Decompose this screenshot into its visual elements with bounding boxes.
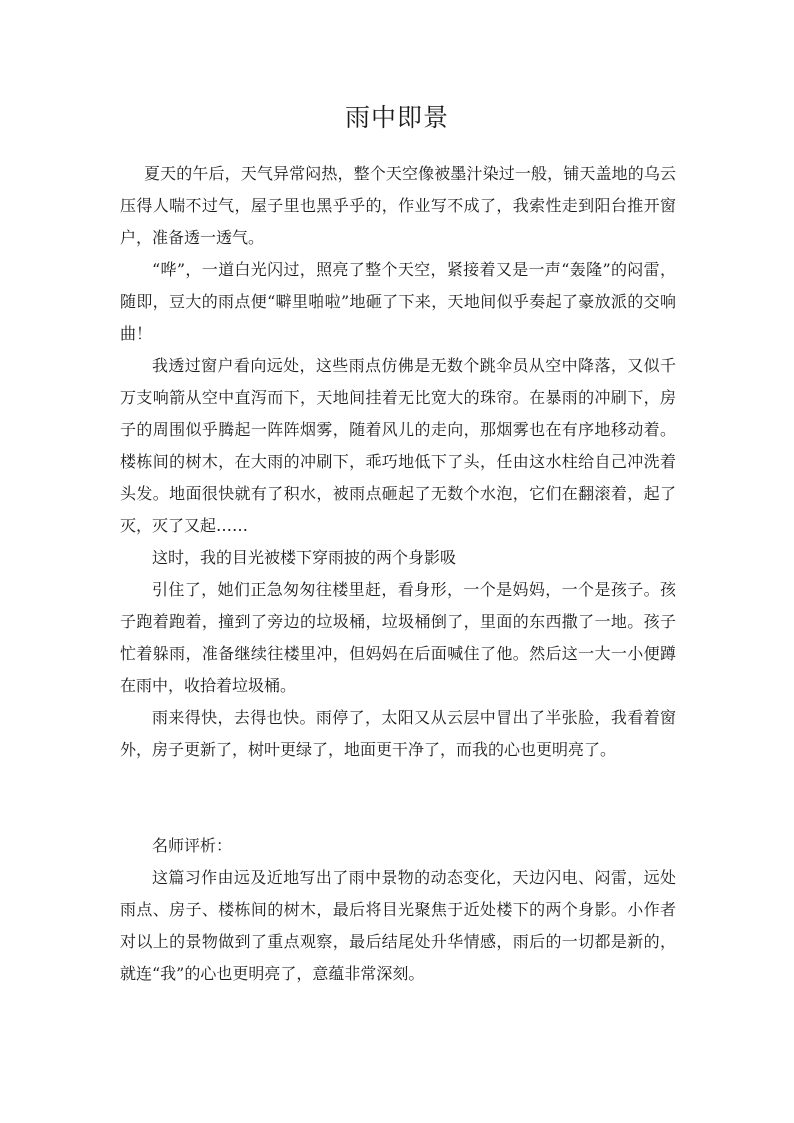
section-gap (120, 766, 676, 830)
comment-heading: 名师评析： (152, 836, 233, 855)
paragraph-5: 引住了，她们正急匆匆往楼里赶，看身形，一个是妈妈，一个是孩子。孩子跑着跑着，撞到了旁边的垃圾桶，垃圾桶倒了，里面的东西撒了一地。孩子忙着躲雨，准备继续往楼里冲，但妈妈在后面喊住了他。然后这一大一小便蹲在雨中，收拾着垃圾桶。 (120, 580, 676, 695)
paragraph-1: 夏天的午后，天气异常闷热，整个天空像被墨汁染过一般，铺天盖地的乌云压得人喘不过气，屋子里也黑乎乎的，作业写不成了，我索性走到阳台推开窗户，准备透一透气。 (120, 164, 676, 247)
paragraph-3: 我透过窗户看向远处，这些雨点仿佛是无数个跳伞员从空中降落，又似千万支响箭从空中直泻而下，天地间挂着无比宽大的珠帘。在暴雨的冲刷下，房子的周围似乎腾起一阵阵烟雾，随着风儿的走向，那烟雾也在有序地移动着。楼栋间的树木，在大雨的冲刷下，乖巧地低下了头，任由这水柱给自己冲洗着头发。地面很快就有了积水，被雨点砸起了无数个水泡，它们在翻滚着，起了灭，灭了又起…… (120, 356, 676, 535)
comment-text: 这篇习作由远及近地写出了雨中景物的动态变化，天边闪电、闷雷，远处雨点、房子、楼栋间的树木，最后将目光聚焦于近处楼下的两个身影。小作者对以上的景物做到了重点观察，最后结尾处升华情感，雨后的一切都是新的，就连“我”的心也更明亮了，意蕴非常深刻。 (120, 868, 676, 983)
essay-body (120, 158, 676, 990)
paragraph-6: 雨来得快，去得也快。雨停了，太阳又从云层中冒出了半张脸，我看着窗外，房子更新了，树叶更绿了，地面更干净了，而我的心也更明亮了。 (120, 708, 676, 759)
essay-title: 雨中即景 (344, 103, 449, 132)
paragraph-4: 这时，我的目光被楼下穿雨披的两个身影吸 (152, 548, 457, 567)
paragraph-2: “哗”，一道白光闪过，照亮了整个天空，紧接着又是一声“轰隆”的闷雷，随即，豆大的雨点便“噼里啪啦”地砸了下来，天地间似乎奏起了豪放派的交响曲！ (120, 260, 676, 343)
